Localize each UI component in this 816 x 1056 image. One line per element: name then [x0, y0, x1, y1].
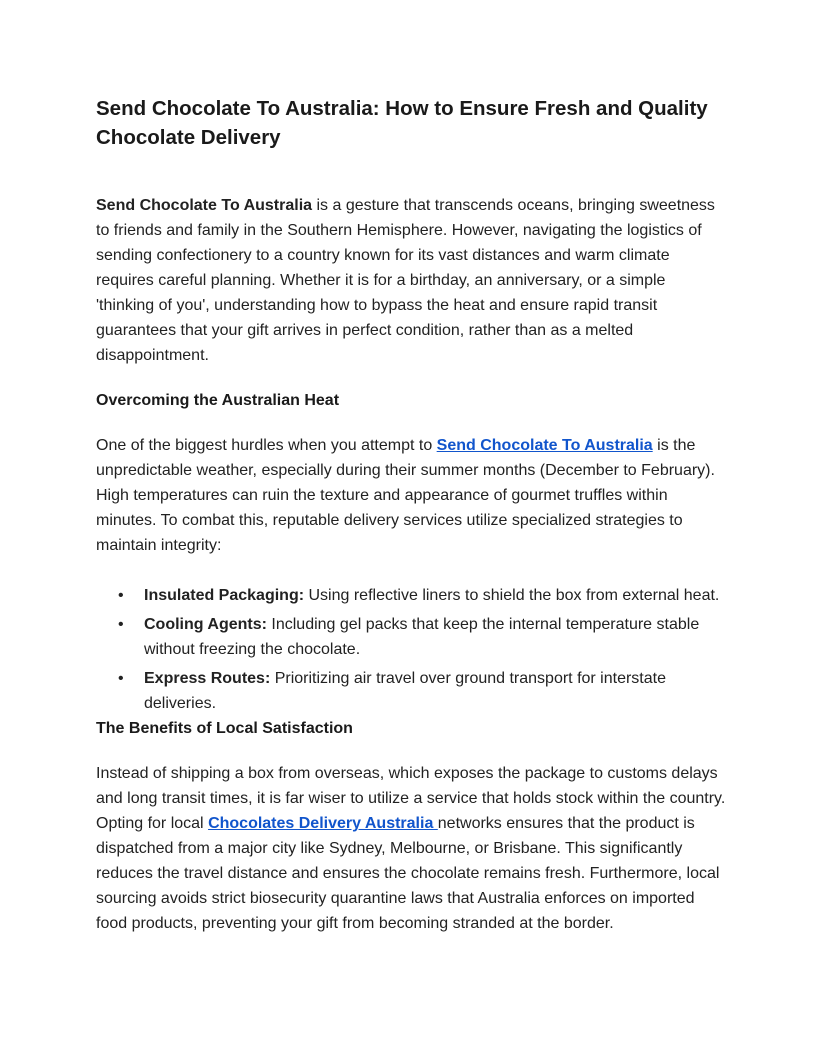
send-chocolate-link[interactable]: Send Chocolate To Australia [436, 437, 653, 454]
list-item [118, 612, 726, 662]
list-item-text: Using reflective liners to shield the box from external heat. [304, 587, 720, 604]
heat-text-before-link: One of the biggest hurdles when you attempt to [96, 437, 437, 454]
list-item-label: Express Routes: [144, 670, 271, 687]
list-item [118, 666, 726, 716]
local-text-after-link: networks ensures that the product is dispatched from a major city like Sydney, Melbourne, or Brisbane. This significantly reduces the travel distance and ensures the chocolate remains fresh. Furthermore, local sourcing avoids strict biosecurity quarantine laws that Australia enforces on imported food products, preventing your gift from becoming stranded at the border. [96, 815, 720, 932]
list-item-text: Including gel packs that keep the internal temperature stable without freezing the chocolate. [144, 616, 700, 658]
intro-text: is a gesture that transcends oceans, bringing sweetness to friends and family in the Southern Hemisphere. However, navigating the logistics of sending confectionery to a country known for its vast distances and warm climate requires careful planning. Whether it is for a birthday, an anniversary, or a simple 'thinking of you', understanding how to bypass the heat and ensure rapid transit guarantees that your gift arrives in perfect condition, rather than as a melted disappointment. [96, 197, 715, 364]
strategy-list [96, 583, 726, 716]
list-item [118, 583, 726, 608]
list-item-label: Cooling Agents: [144, 616, 267, 633]
list-item-text: Prioritizing air travel over ground transport for interstate deliveries. [144, 670, 666, 712]
section-heading-heat: Overcoming the Australian Heat [96, 392, 340, 409]
document-page [96, 94, 726, 936]
heat-paragraph [96, 433, 726, 558]
intro-paragraph [96, 193, 726, 368]
bullet-icon: • [118, 616, 124, 633]
bullet-icon: • [118, 587, 124, 604]
section-heading-local: The Benefits of Local Satisfaction [96, 720, 353, 737]
heat-text-after-link: is the unpredictable weather, especially during their summer months (December to February). High temperatures can ruin the texture and appearance of gourmet truffles within minutes. To combat this, reputable delivery services utilize specialized strategies to maintain integrity: [96, 437, 715, 554]
list-item-label: Insulated Packaging: [144, 587, 305, 604]
local-paragraph [96, 761, 726, 936]
intro-bold-lead: Send Chocolate To Australia [96, 197, 313, 214]
chocolates-delivery-link[interactable]: Chocolates Delivery Australia [208, 815, 438, 832]
bullet-icon: • [118, 670, 124, 687]
local-text-before-link: Instead of shipping a box from overseas, which exposes the package to customs delays and long transit times, it is far wiser to utilize a service that holds stock within the country. Opting for local [96, 765, 726, 832]
article-title: Send Chocolate To Australia: How to Ensure Fresh and Quality Chocolate Delivery [96, 97, 708, 149]
